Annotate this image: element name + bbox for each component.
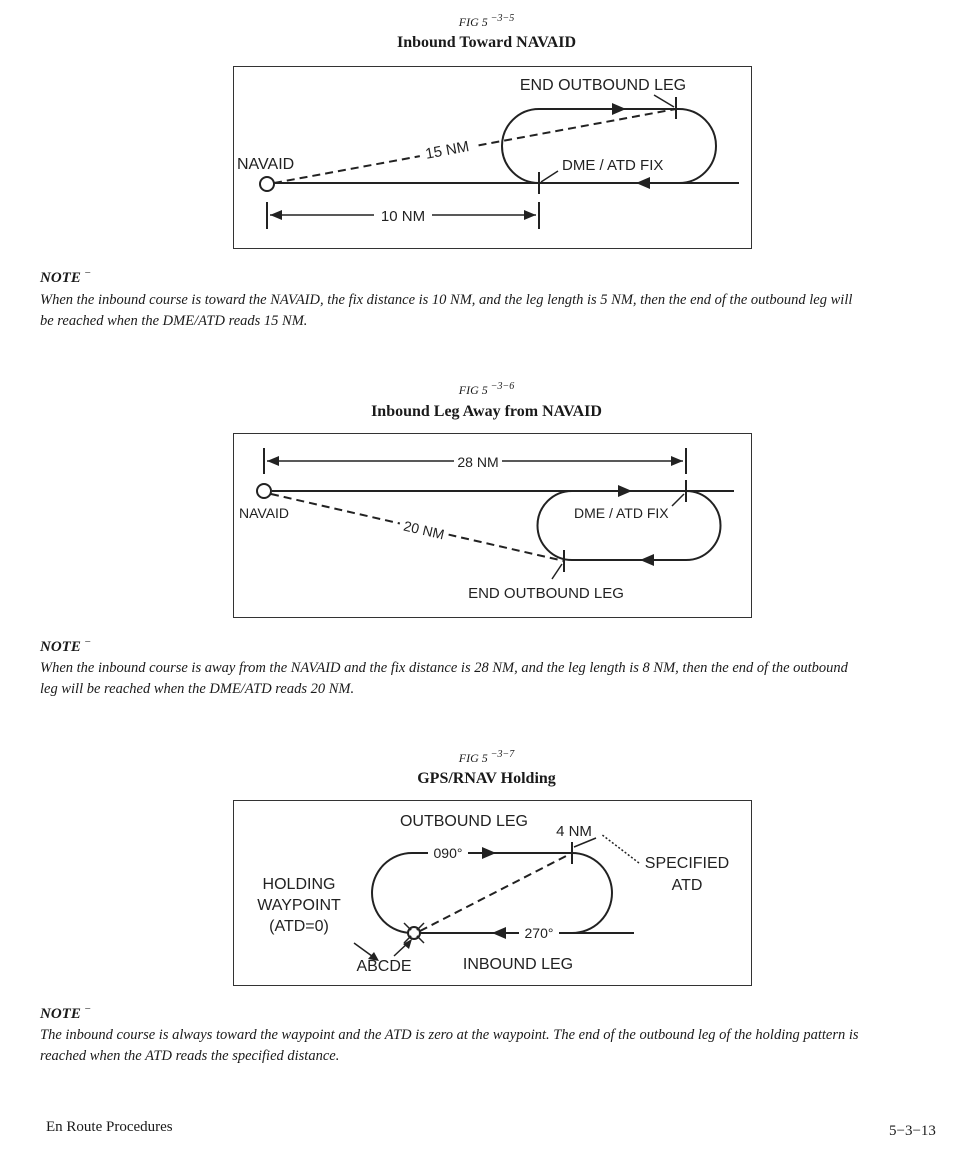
page-number: 5−3−13 <box>889 1123 936 1139</box>
fix-leader <box>672 494 684 506</box>
note-heading: NOTE − <box>40 1003 91 1022</box>
footer-section-title: En Route Procedures <box>46 1119 173 1135</box>
note-heading: NOTE − <box>40 267 91 286</box>
outbound-heading-label: 090° <box>433 845 463 861</box>
fix-label: DME / ATD FIX <box>562 157 664 174</box>
dashed-distance-label: 15 NM <box>424 138 471 163</box>
holding-waypoint-label-line3: (ATD=0) <box>269 918 329 935</box>
navaid-symbol <box>257 484 271 498</box>
inbound-direction-arrow <box>492 927 506 939</box>
fix-label: DME / ATD FIX <box>574 505 669 521</box>
holding-racetrack <box>538 491 721 560</box>
figure-title: Inbound Toward NAVAID <box>396 34 577 51</box>
inbound-direction-arrow <box>636 177 650 189</box>
top-distance-label: 28 NM <box>457 454 499 470</box>
dashed-distance-label: 20 NM <box>402 517 446 543</box>
nm-distance-label: 4 NM <box>556 823 592 840</box>
outbound-direction-arrow <box>612 103 626 115</box>
holding-diagram-toward-navaid <box>233 66 752 249</box>
figure-number: FIG 5 $^{-3-5}$ <box>458 13 515 29</box>
inbound-direction-arrow <box>618 485 632 497</box>
end-outbound-label: END OUTBOUND LEG <box>519 77 687 94</box>
specified-atd-label-line2: ATD <box>671 877 703 894</box>
end-outbound-leader <box>654 95 674 107</box>
holding-diagram-away-from-navaid <box>233 433 752 618</box>
gps-rnav-holding-diagram <box>233 800 752 986</box>
figure-number: FIG 5 $^{-3-7}$ <box>458 749 515 765</box>
base-distance-label: 10 NM <box>380 208 426 225</box>
outbound-direction-arrow <box>640 554 654 566</box>
inbound-leg-label: INBOUND LEG <box>462 956 574 973</box>
note-text: The inbound course is always toward the waypoint and the ATD is zero at the waypoint. The end of the outbound leg of the holding pattern is reached when the ATD reads the specified distance. <box>40 1027 859 1064</box>
outbound-leg-label: OUTBOUND LEG <box>399 813 529 830</box>
end-outbound-label: END OUTBOUND LEG <box>468 585 624 602</box>
note-text: When the inbound course is away from the NAVAID and the fix distance is 28 NM, and the leg length is 8 NM, then the end of the outbound leg will be reached when the DME/ATD reads 20 NM. <box>40 660 848 697</box>
figure-number: FIG 5 $^{-3-6}$ <box>458 381 515 397</box>
specified-atd-leader <box>601 834 639 863</box>
note-text: When the inbound course is toward the NAVAID, the fix distance is 10 NM, and the leg length is 5 NM, then the end of the outbound leg will be reached when the DME/ATD reads 15 NM. <box>40 292 853 329</box>
inbound-heading-label: 270° <box>524 925 554 941</box>
navaid-label: NAVAID <box>239 505 290 521</box>
note-heading: NOTE − <box>40 636 91 655</box>
distance-dashed-line <box>420 854 570 931</box>
figure-title: GPS/RNAV Holding <box>417 770 556 787</box>
holding-waypoint-label-line2: WAYPOINT <box>257 897 341 914</box>
figure-title: Inbound Leg Away from NAVAID <box>371 403 602 420</box>
navaid-symbol <box>260 177 274 191</box>
specified-atd-label-line1: SPECIFIED <box>644 855 730 872</box>
waypoint-name-label: ABCDE <box>356 958 412 975</box>
navaid-label: NAVAID <box>237 156 295 173</box>
fix-leader <box>541 171 558 182</box>
holding-waypoint-label-line1: HOLDING <box>262 876 336 893</box>
outbound-direction-arrow <box>482 847 496 859</box>
end-outbound-leader <box>552 564 562 579</box>
